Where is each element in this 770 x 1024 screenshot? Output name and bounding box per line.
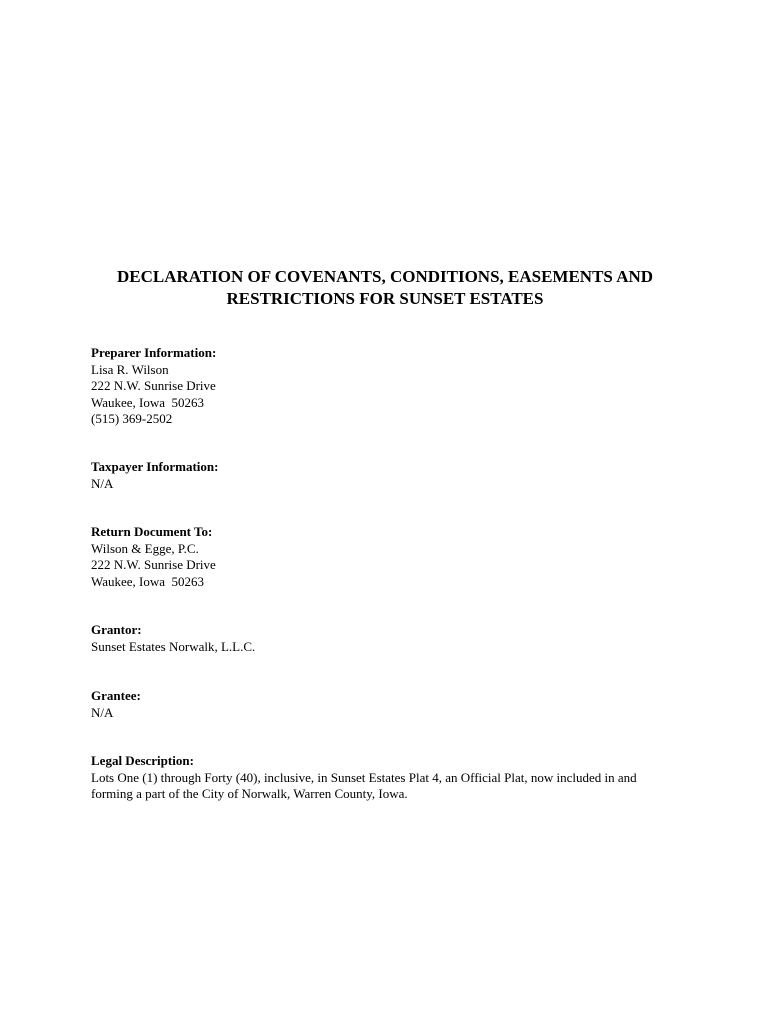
- preparer-name: Lisa R. Wilson: [91, 361, 169, 377]
- return-document-label: Return Document To:: [91, 524, 213, 539]
- taxpayer-label: Taxpayer Information:: [91, 459, 219, 474]
- return-document-name: Wilson & Egge, P.C.: [91, 540, 199, 556]
- preparer-section: [91, 345, 691, 428]
- grantor-label: Grantor:: [91, 622, 142, 637]
- legal-description-text: Lots One (1) through Forty (40), inclusive, in Sunset Estates Plat 4, an Official Plat, now included in and forming a part of the City of Norwalk, Warren County, Iowa.: [91, 769, 637, 801]
- preparer-address: 222 N.W. Sunrise Drive: [91, 378, 216, 393]
- document-title: [0, 266, 770, 310]
- grantor-section: [91, 622, 691, 655]
- preparer-phone: (515) 369-2502: [91, 411, 173, 426]
- taxpayer-value: N/A: [91, 475, 114, 491]
- grantee-label: Grantee:: [91, 688, 141, 703]
- grantee-value: N/A: [91, 704, 114, 720]
- legal-description-label: Legal Description:: [91, 753, 194, 768]
- return-document-address: 222 N.W. Sunrise Drive: [91, 557, 216, 572]
- title-line-1: DECLARATION OF COVENANTS, CONDITIONS, EASEMENTS AND: [116, 267, 654, 286]
- legal-description-section: [91, 753, 681, 803]
- grantor-value: Sunset Estates Norwalk, L.L.C.: [91, 638, 256, 654]
- preparer-label: Preparer Information:: [91, 345, 217, 360]
- return-document-section: [91, 524, 691, 590]
- title-line-2: RESTRICTIONS FOR SUNSET ESTATES: [226, 289, 544, 308]
- preparer-city: Waukee, Iowa 50263: [91, 394, 205, 410]
- taxpayer-section: [91, 459, 691, 492]
- return-document-city: Waukee, Iowa 50263: [91, 573, 205, 589]
- grantee-section: [91, 688, 691, 721]
